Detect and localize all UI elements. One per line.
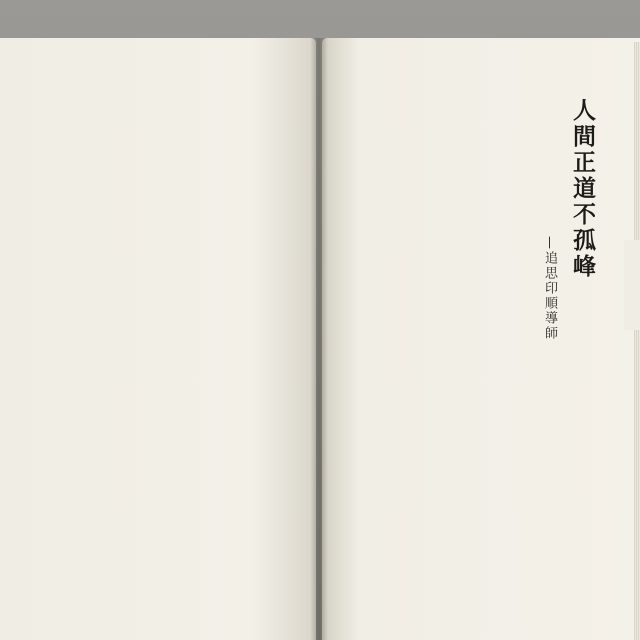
chapter-title: 人間正道不孤峰 bbox=[569, 98, 595, 280]
neighbour-page-right bbox=[624, 240, 640, 330]
left-page bbox=[0, 38, 316, 640]
book-gutter bbox=[310, 38, 328, 640]
page-stack-edge bbox=[634, 42, 640, 640]
chapter-subtitle: —追思印順導師 bbox=[542, 236, 557, 341]
neighbour-page-left bbox=[0, 250, 14, 330]
